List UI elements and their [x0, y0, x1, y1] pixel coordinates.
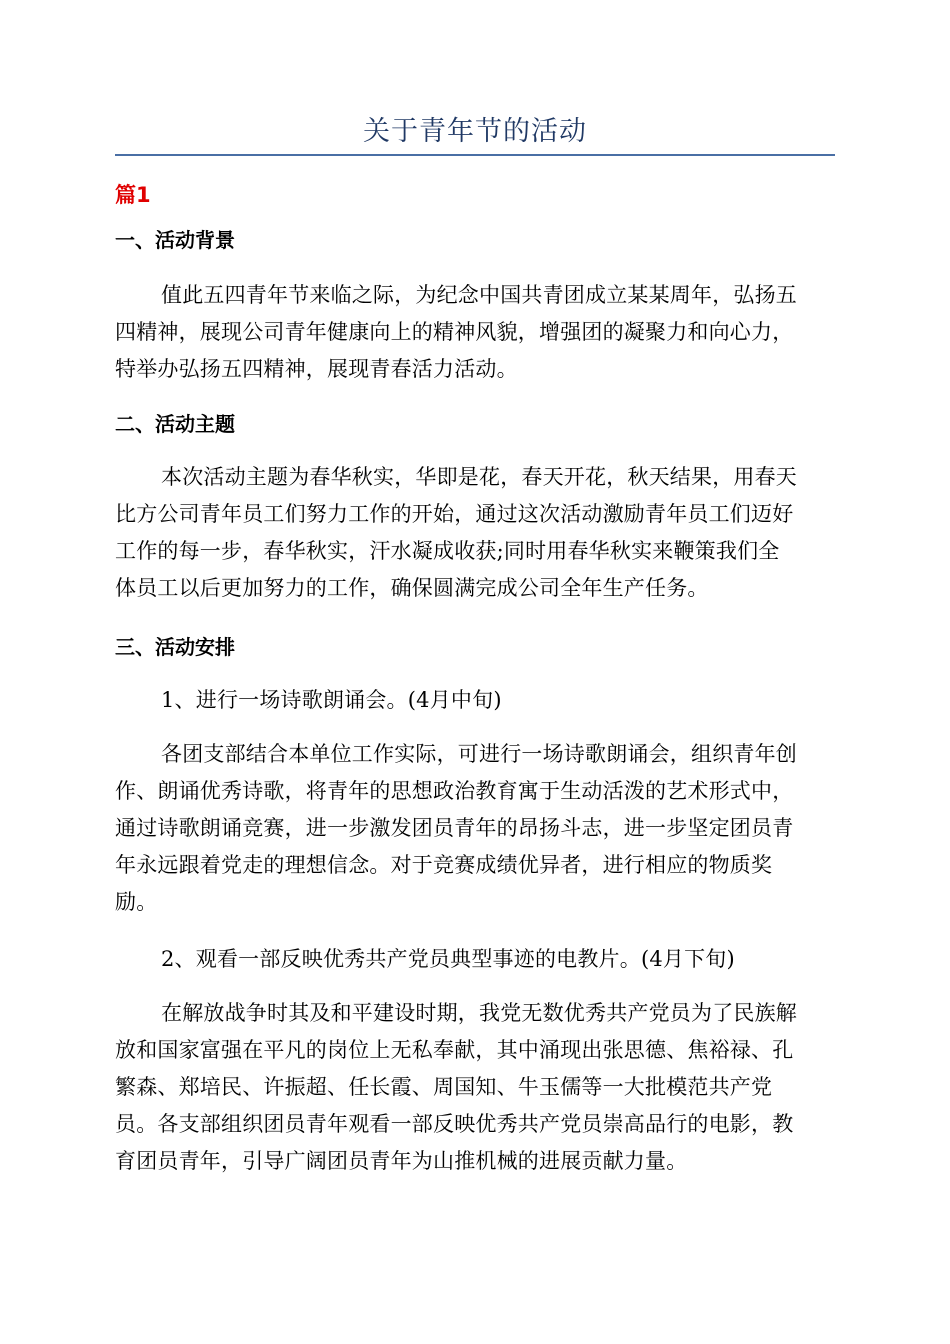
arrangement-item-2 [115, 941, 835, 978]
paragraph-item-2 [115, 995, 835, 1180]
paragraph-line: 通过诗歌朗诵竞赛，进一步激发团员青年的昂扬斗志，进一步坚定团员青 [115, 816, 794, 840]
paragraph-line: 特举办弘扬五四精神，展现青春活力活动。 [115, 357, 518, 381]
paragraph-line: 作、朗诵优秀诗歌，将青年的思想政治教育寓于生动活泼的艺术形式中， [115, 779, 794, 803]
paragraph-line: 四精神，展现公司青年健康向上的精神风貌，增强团的凝聚力和向心力， [115, 320, 794, 344]
paragraph-line: 本次活动主题为春华秋实，华即是花，春天开花，秋天结果，用春天 [161, 465, 797, 489]
title-underline [115, 154, 835, 156]
document-title: 关于青年节的活动 [363, 116, 587, 147]
paragraph-line: 员。各支部组织团员青年观看一部反映优秀共产党员崇高品行的电影，教 [115, 1112, 794, 1136]
paragraph-line: 年永远跟着党走的理想信念。对于竞赛成绩优异者，进行相应的物质奖 [115, 853, 773, 877]
arrangement-item-1 [115, 682, 835, 719]
section-heading-arrangement: 三、活动安排 [115, 635, 235, 659]
part-label: 篇1 [115, 183, 151, 207]
item-title: 1、进行一场诗歌朗诵会。(4月中旬) [161, 688, 502, 712]
item-title: 2、观看一部反映优秀共产党员典型事迹的电教片。(4月下旬) [161, 947, 735, 971]
paragraph-line: 各团支部结合本单位工作实际，可进行一场诗歌朗诵会，组织青年创 [161, 742, 797, 766]
section-heading-theme: 二、活动主题 [115, 412, 235, 436]
paragraph-line: 励。 [115, 890, 158, 914]
paragraph-line: 放和国家富强在平凡的岗位上无私奉献，其中涌现出张思德、焦裕禄、孔 [115, 1038, 794, 1062]
paragraph-line: 繁森、郑培民、许振超、任长霞、周国知、牛玉儒等一大批模范共产党 [115, 1075, 773, 1099]
paragraph-line: 在解放战争时其及和平建设时期，我党无数优秀共产党员为了民族解 [161, 1001, 797, 1025]
paragraph-line: 育团员青年，引导广阔团员青年为山推机械的进展贡献力量。 [115, 1149, 688, 1173]
paragraph-item-1 [115, 736, 835, 921]
paragraph-line: 值此五四青年节来临之际，为纪念中国共青团成立某某周年，弘扬五 [161, 283, 797, 307]
paragraph-line: 比方公司青年员工们努力工作的开始，通过这次活动激励青年员工们迈好 [115, 502, 794, 526]
paragraph-line: 体员工以后更加努力的工作，确保圆满完成公司全年生产任务。 [115, 576, 709, 600]
paragraph-line: 工作的每一步，春华秋实，汗水凝成收获;同时用春华秋实来鞭策我们全 [115, 539, 780, 563]
section-heading-background: 一、活动背景 [115, 228, 235, 252]
paragraph-background [115, 277, 835, 388]
paragraph-theme [115, 459, 835, 607]
